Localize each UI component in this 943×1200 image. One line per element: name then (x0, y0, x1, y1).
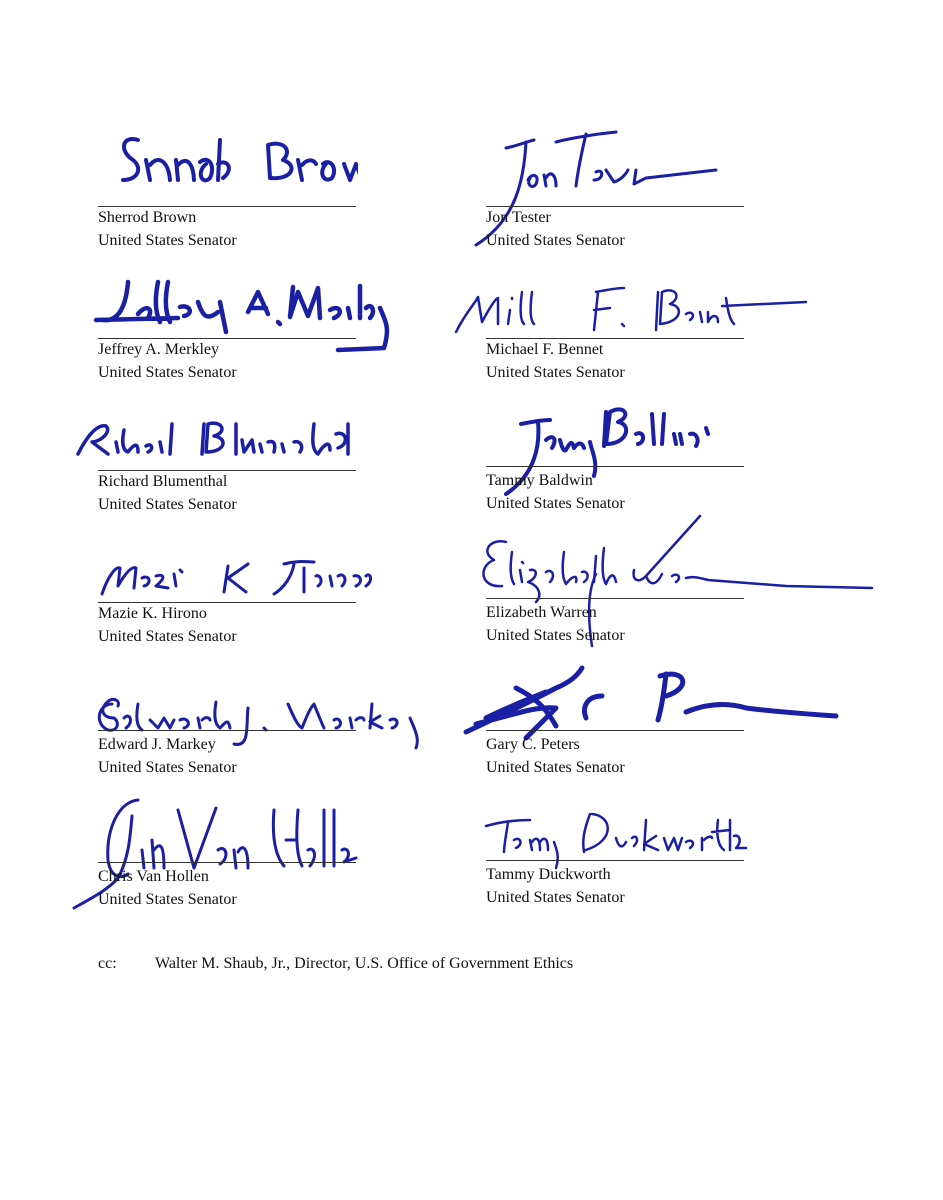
signature-block-baldwin (486, 384, 746, 524)
signatory-name: Jon Tester (486, 209, 551, 226)
signatory-name: Sherrod Brown (98, 209, 197, 226)
signatory-name: Elizabeth Warren (486, 604, 597, 621)
signatory-name: Jeffrey A. Merkley (98, 341, 219, 358)
signatory-title: United States Senator (486, 889, 625, 906)
signature-line (98, 862, 356, 863)
signatory-title: United States Senator (98, 759, 237, 776)
signature-block-warren (486, 516, 746, 656)
signature-line (486, 598, 744, 599)
signatory-name: Richard Blumenthal (98, 473, 228, 490)
signature-line (486, 206, 744, 207)
signatory-name: Tammy Duckworth (486, 866, 611, 883)
signature-line (98, 602, 356, 603)
cc-label: cc: (98, 955, 117, 972)
signature-line (98, 338, 356, 339)
signature-line (486, 338, 744, 339)
signatory-title: United States Senator (486, 495, 625, 512)
signature-block-blumenthal (98, 384, 358, 524)
signatory-title: United States Senator (98, 891, 237, 908)
signature-block-hirono (98, 516, 358, 656)
signatory-title: United States Senator (98, 496, 237, 513)
signatory-name: Michael F. Bennet (486, 341, 604, 358)
signature-line (98, 730, 356, 731)
signatory-title: United States Senator (486, 627, 625, 644)
cc-recipient: Walter M. Shaub, Jr., Director, U.S. Office of Government Ethics (155, 955, 574, 972)
signature-block-van-hollen (98, 780, 358, 920)
signature-block-brown (98, 120, 358, 260)
signatory-title: United States Senator (98, 232, 237, 249)
signatory-title: United States Senator (98, 364, 237, 381)
signatory-name: Mazie K. Hirono (98, 605, 207, 622)
signatory-name: Tammy Baldwin (486, 472, 593, 489)
signatory-title: United States Senator (486, 364, 625, 381)
cc-line (98, 955, 573, 973)
signature-line (486, 730, 744, 731)
signature-block-markey (98, 648, 358, 788)
signatory-title: United States Senator (486, 759, 625, 776)
signature-line (486, 860, 744, 861)
signature-block-merkley (98, 252, 358, 392)
signature-line (98, 470, 356, 471)
signatory-name: Edward J. Markey (98, 736, 216, 753)
signature-block-tester (486, 120, 746, 260)
signatory-title: United States Senator (98, 628, 237, 645)
signatory-title: United States Senator (486, 232, 625, 249)
signature-block-peters (486, 648, 746, 788)
signature-line (486, 466, 744, 467)
signatory-name: Chris Van Hollen (98, 868, 209, 885)
signatory-name: Gary C. Peters (486, 736, 580, 753)
signature-block-bennet (486, 252, 746, 392)
signature-line (98, 206, 356, 207)
signature-block-duckworth (486, 780, 746, 920)
